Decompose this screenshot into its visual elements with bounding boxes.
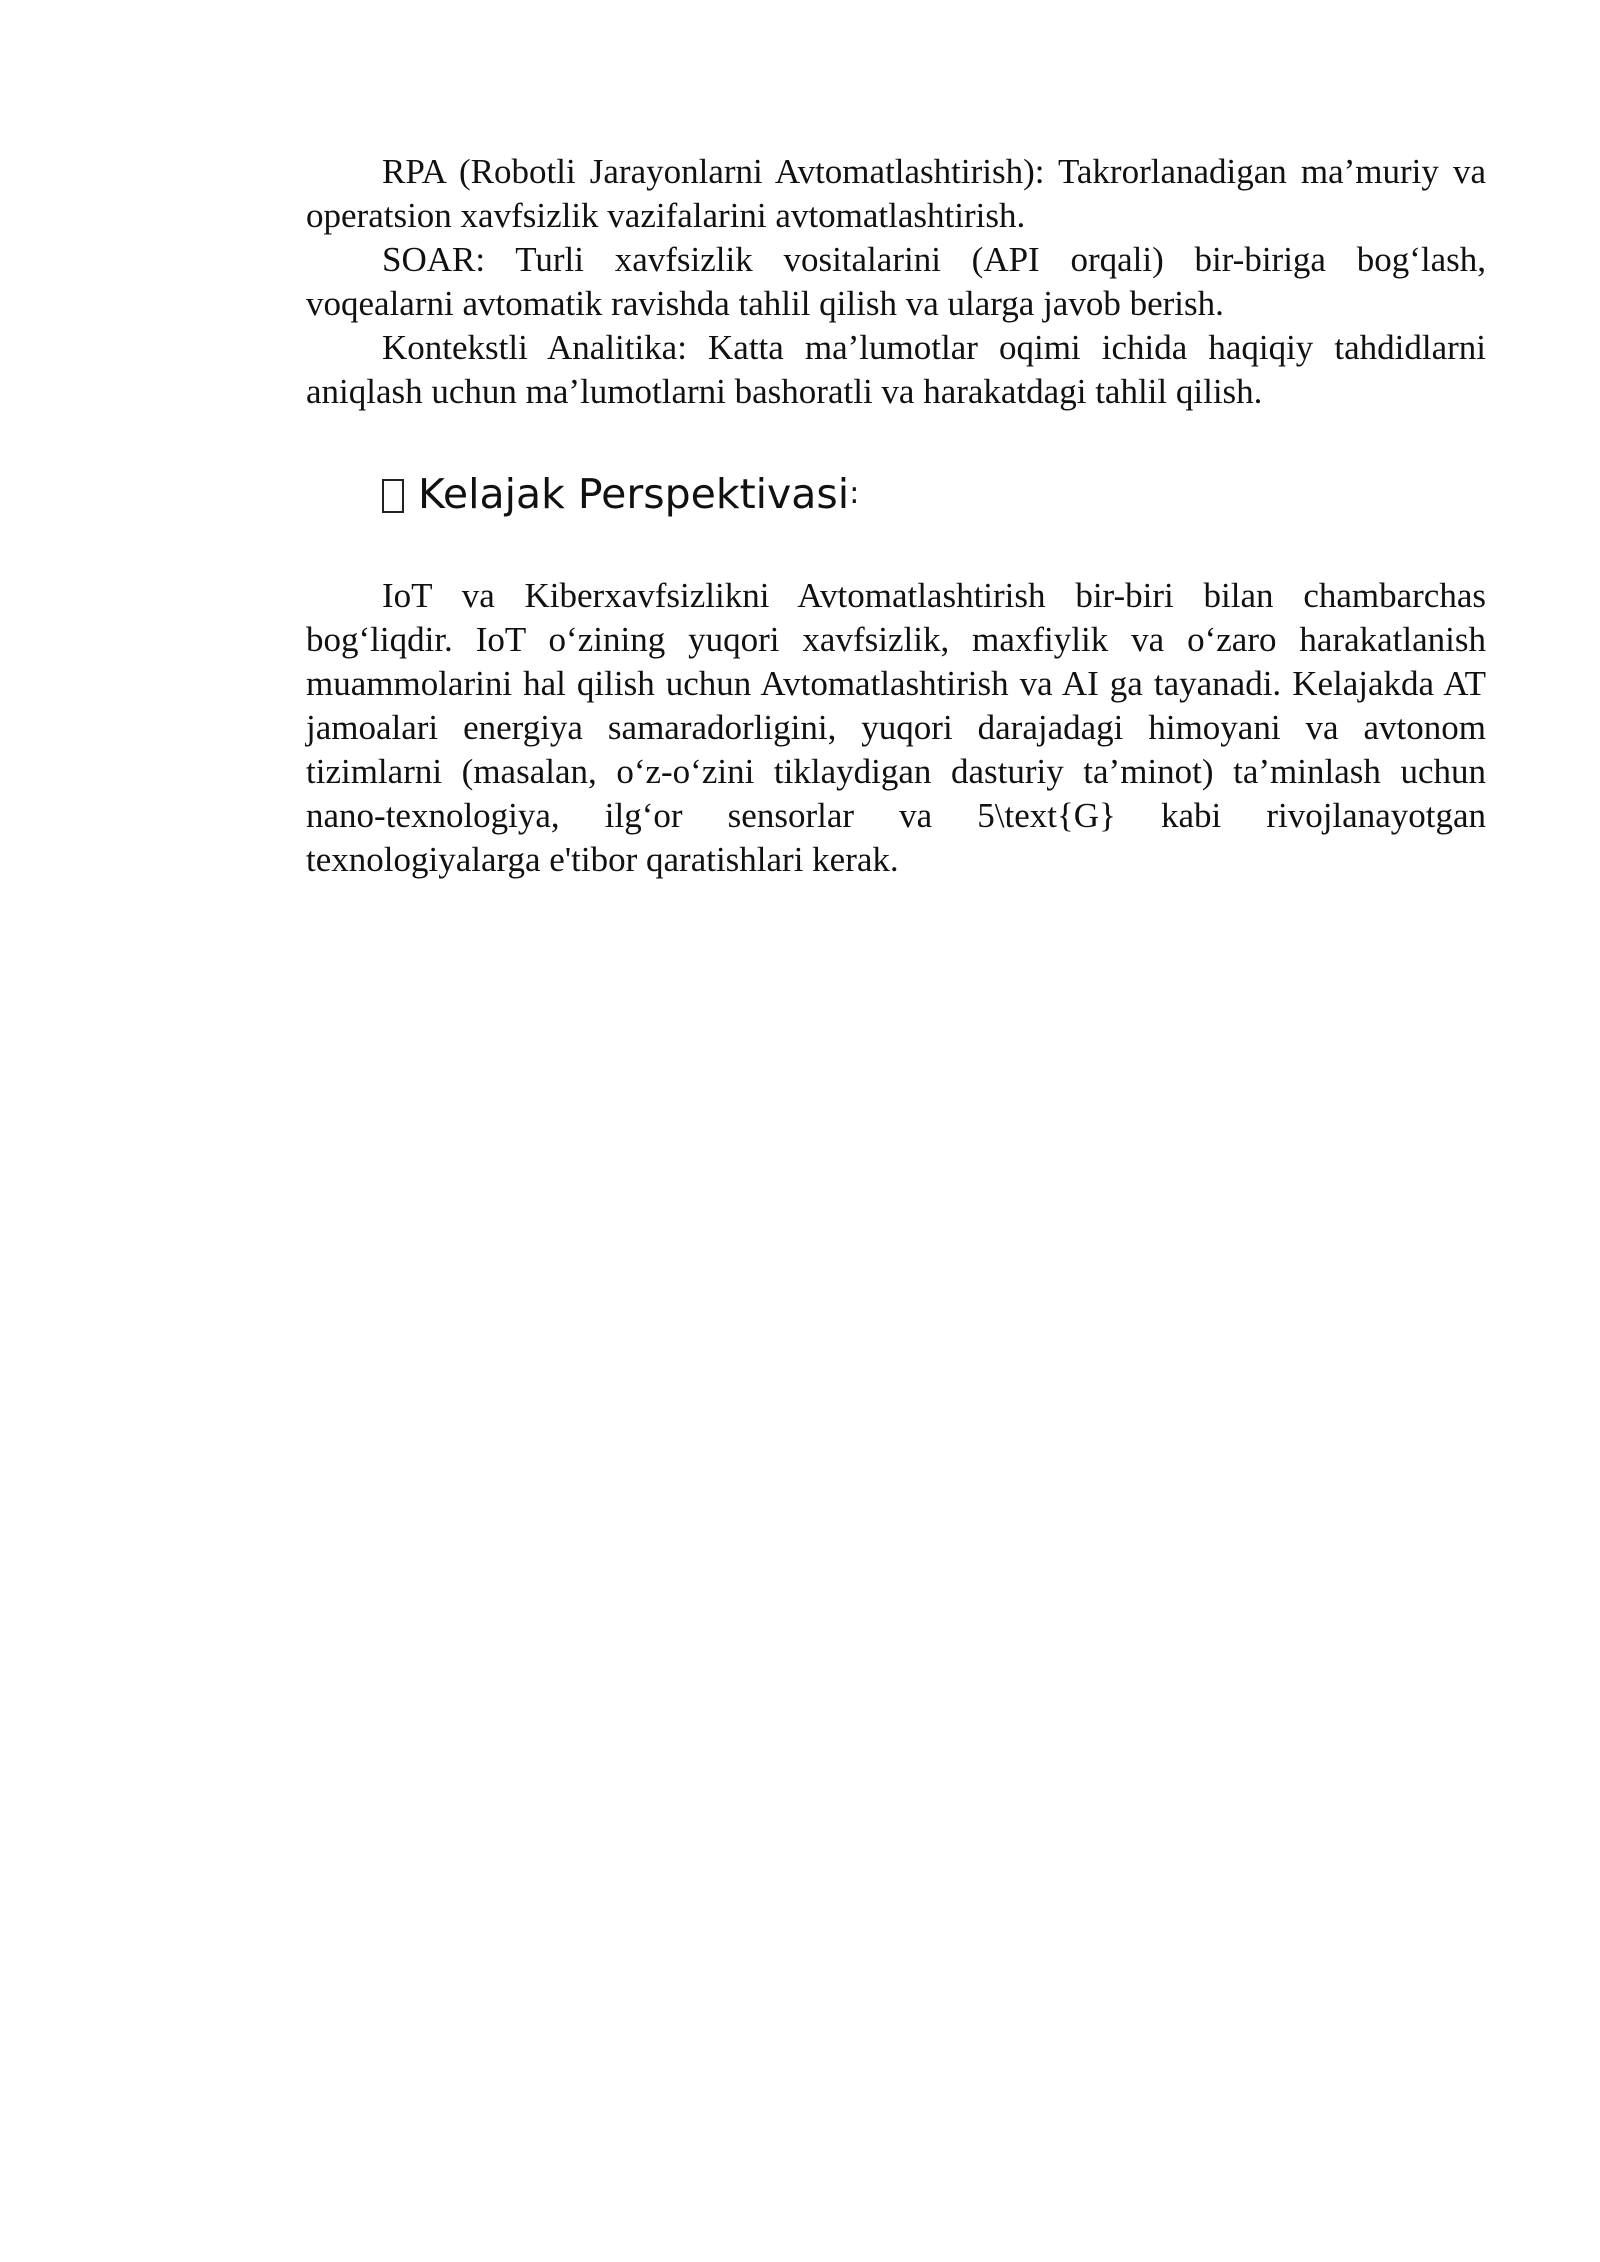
paragraph-soar: SOAR: Turli xavfsizlik vositalarini (API orqali) bir-biriga bog‘lash, voqealarni avtomatik ravishda tahlil qilish va ularga javob berish. <box>306 240 1486 323</box>
paragraph-conclusion: IoT va Kiberxavfsizlikni Avtomatlashtirish bir-biri bilan chambarchas bog‘liqdir. IoT o‘zining yuqori xavfsizlik, maxfiylik va o‘zaro harakatlanish muammolarini hal qilish uchun Avtomatlashtirish va AI ga tayanadi. Kelajakda AT jamoalari energiya samaradorligini, yuqori darajadagi himoyani va avtonom tizimlarni (masalan, o‘z-o‘zini tiklaydigan dasturiy ta’minot) ta’minlash uchun nano-texnologiya, ilg‘or sensorlar va 5\text{G} kabi rivojlanayotgan texnologiyalarga e'tibor qaratishlari kerak. <box>306 576 1486 879</box>
paragraph-kontekstli-analitika: Kontekstli Analitika: Katta ma’lumotlar oqimi ichida haqiqiy tahdidlarni aniqlash uchun ma’lumotlarni bashoratli va harakatdagi tahlil qilish. <box>306 328 1486 411</box>
document-body <box>306 150 1486 882</box>
section-heading-text: Kelajak Perspektivasi <box>418 470 850 518</box>
section-heading <box>382 466 1486 522</box>
missing-glyph-icon <box>382 479 404 513</box>
section-heading-colon: : <box>849 476 860 511</box>
paragraph-rpa: RPA (Robotli Jarayonlarni Avtomatlashtirish): Takrorlanadigan ma’muriy va operatsion xavfsizlik vazifalarini avtomatlashtirish. <box>306 152 1486 235</box>
